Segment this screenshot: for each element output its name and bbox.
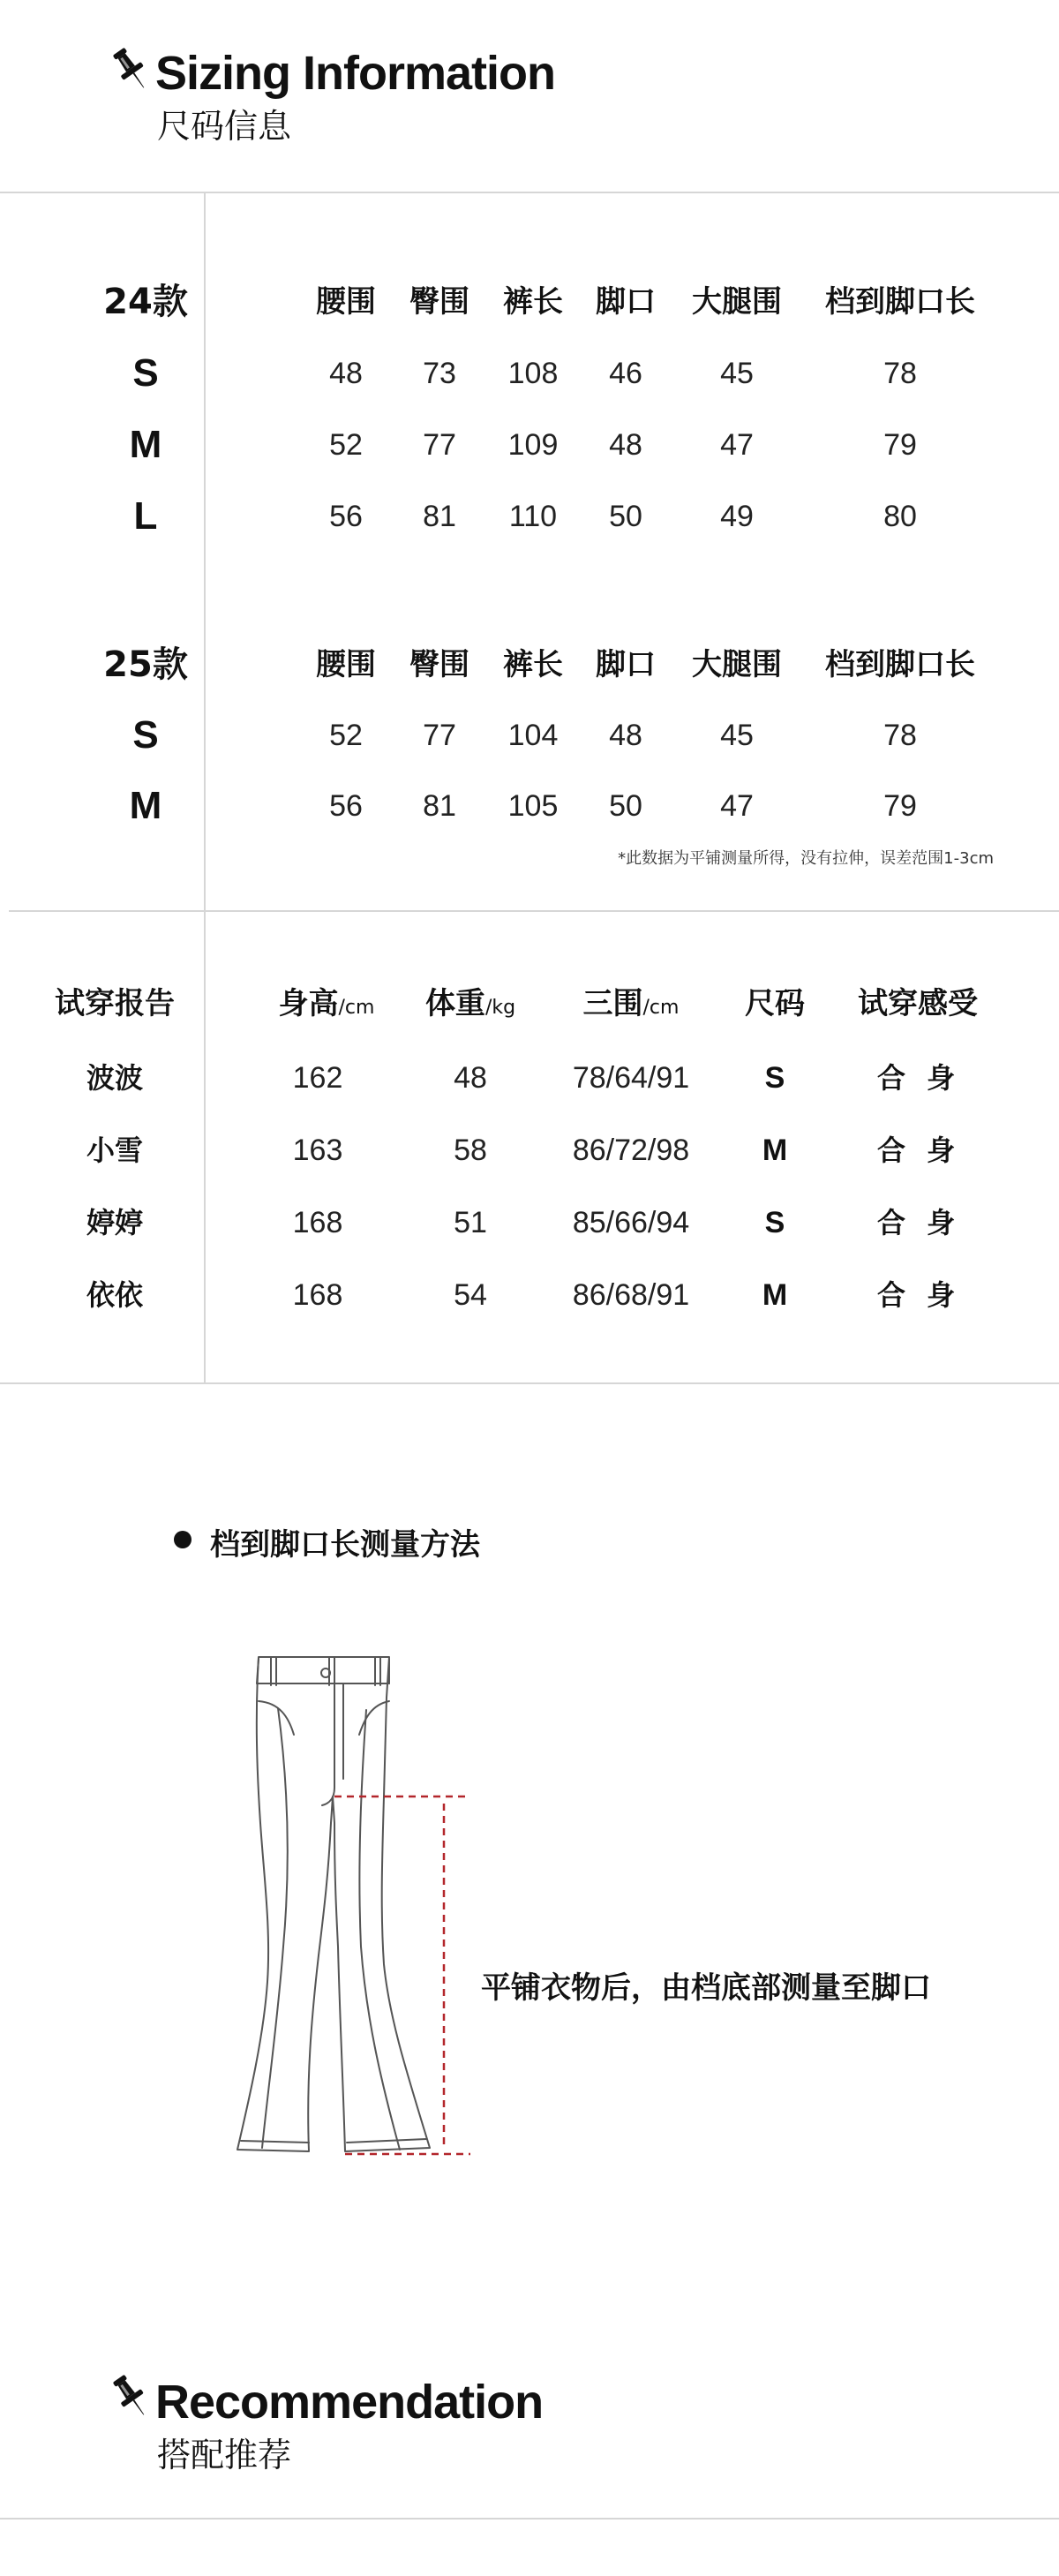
table-row: [0, 784, 1059, 828]
table-cell: 110: [508, 500, 558, 533]
header-weight-text: 体重: [424, 986, 485, 1021]
header-waist: 腰围: [316, 284, 376, 320]
table-cell: 52: [329, 719, 363, 752]
header-measurements-unit: /cm: [642, 997, 680, 1019]
table-label: 25款: [103, 644, 188, 685]
table-cell: 80: [883, 500, 917, 533]
table-cell: 77: [423, 428, 456, 462]
method-title: 档到脚口长测量方法: [210, 1527, 480, 1563]
method-note: 平铺衣物后，由档底部测量至脚口: [481, 1970, 931, 2006]
table-row: [0, 713, 1059, 757]
table-cell: 合身: [876, 1278, 976, 1312]
table-cell: 108: [507, 357, 559, 390]
header-length: 裤长: [503, 284, 563, 320]
header-length: 裤长: [503, 647, 563, 682]
table-cell: 48: [329, 357, 363, 390]
table-cell: S: [764, 1061, 785, 1095]
table-cell: 109: [507, 428, 559, 462]
header-weight: [382, 982, 559, 1030]
table-cell: 48: [609, 719, 642, 752]
table-cell: 51: [454, 1206, 487, 1239]
table-cell: 48: [609, 428, 642, 462]
header-thigh: 大腿围: [692, 284, 782, 320]
table-cell: 47: [720, 789, 754, 823]
table-row: [0, 351, 1059, 395]
fit-report-label: 试穿报告: [55, 986, 175, 1021]
table-cell: M: [762, 1278, 788, 1312]
table-row: [0, 1056, 1059, 1100]
table-cell: 86/72/98: [572, 1134, 690, 1167]
divider: [9, 910, 1059, 912]
pushpin-icon: [109, 44, 152, 94]
table-cell: 105: [507, 789, 559, 823]
table-cell: 49: [720, 500, 754, 533]
table-cell: 58: [454, 1134, 487, 1167]
size-label: M: [129, 784, 162, 827]
table-cell: 78: [883, 719, 917, 752]
header-feel: 试穿感受: [858, 986, 978, 1021]
table-cell: 54: [454, 1278, 487, 1312]
table-cell: 77: [423, 719, 456, 752]
header-weight-unit: /kg: [484, 997, 516, 1019]
table-cell: 合身: [876, 1134, 976, 1167]
divider: [0, 192, 1059, 193]
header-hem: 脚口: [596, 284, 656, 320]
header-crotch-to-hem: 档到脚口长: [825, 647, 975, 682]
header-hip: 臀围: [409, 284, 469, 320]
header-measurements-text: 三围: [582, 986, 643, 1021]
header-thigh: 大腿围: [692, 647, 782, 682]
divider: [0, 1382, 1059, 1384]
table-cell: 50: [609, 789, 642, 823]
header-hip: 臀围: [409, 647, 469, 682]
tester-name: 波波: [86, 1061, 143, 1095]
table-cell: 56: [329, 789, 363, 823]
table-cell: 45: [720, 357, 754, 390]
table-cell: 78/64/91: [572, 1061, 690, 1095]
size-label: M: [129, 423, 162, 466]
table-cell: 45: [720, 719, 754, 752]
table-cell: 162: [292, 1061, 343, 1095]
size-label: S: [132, 713, 159, 757]
table-cell: 47: [720, 428, 754, 462]
table-cell: 50: [609, 500, 642, 533]
pushpin-icon: [109, 2371, 152, 2421]
section-title-recommendation: Recommendation: [155, 2376, 544, 2429]
table-cell: 合身: [876, 1061, 976, 1095]
size-label: L: [133, 494, 158, 538]
table-row: [0, 1201, 1059, 1245]
measurement-note: *此数据为平铺测量所得，没有拉伸，误差范围1-3cm: [618, 849, 994, 868]
header-crotch-to-hem: 档到脚口长: [825, 284, 975, 320]
section-subtitle-recommendation: 搭配推荐: [157, 2436, 292, 2474]
table-row: [0, 494, 1059, 539]
table-cell: 163: [292, 1134, 343, 1167]
table-cell: M: [762, 1134, 788, 1167]
table-cell: 78: [883, 357, 917, 390]
header-hem: 脚口: [596, 647, 656, 682]
table-header-row: [0, 643, 1059, 687]
table-cell: 79: [883, 428, 917, 462]
table-cell: 81: [423, 789, 456, 823]
size-label: S: [132, 351, 159, 395]
flared-pants-icon: [225, 1646, 481, 2167]
table-cell: 85/66/94: [572, 1206, 690, 1239]
tester-name: 依依: [86, 1278, 143, 1312]
table-cell: 104: [507, 719, 559, 752]
table-cell: 86/68/91: [572, 1278, 690, 1312]
table-cell: S: [764, 1206, 785, 1239]
table-cell: 合身: [876, 1206, 976, 1239]
header-size: 尺码: [745, 986, 805, 1021]
table-header-row: [0, 982, 1059, 1026]
tester-name: 小雪: [86, 1134, 143, 1167]
section-title-sizing: Sizing Information: [155, 47, 555, 100]
table-cell: 79: [883, 789, 917, 823]
table-cell: 56: [329, 500, 363, 533]
table-cell: 168: [292, 1278, 343, 1312]
table-row: [0, 1273, 1059, 1317]
table-header-row: [0, 280, 1059, 324]
header-measurements: [538, 982, 724, 1030]
table-label: 24款: [103, 282, 188, 322]
table-cell: 168: [292, 1206, 343, 1239]
bullet-icon: [174, 1531, 192, 1548]
header-height-unit: /cm: [338, 997, 375, 1019]
table-cell: 81: [423, 500, 456, 533]
tester-name: 婷婷: [86, 1206, 143, 1239]
table-cell: 48: [454, 1061, 487, 1095]
section-subtitle-sizing: 尺码信息: [157, 107, 292, 146]
table-row: [0, 1128, 1059, 1172]
divider: [0, 2518, 1059, 2520]
table-cell: 46: [609, 357, 642, 390]
table-cell: 73: [423, 357, 456, 390]
table-cell: 52: [329, 428, 363, 462]
table-row: [0, 423, 1059, 467]
header-height-text: 身高: [278, 986, 339, 1021]
header-waist: 腰围: [316, 647, 376, 682]
